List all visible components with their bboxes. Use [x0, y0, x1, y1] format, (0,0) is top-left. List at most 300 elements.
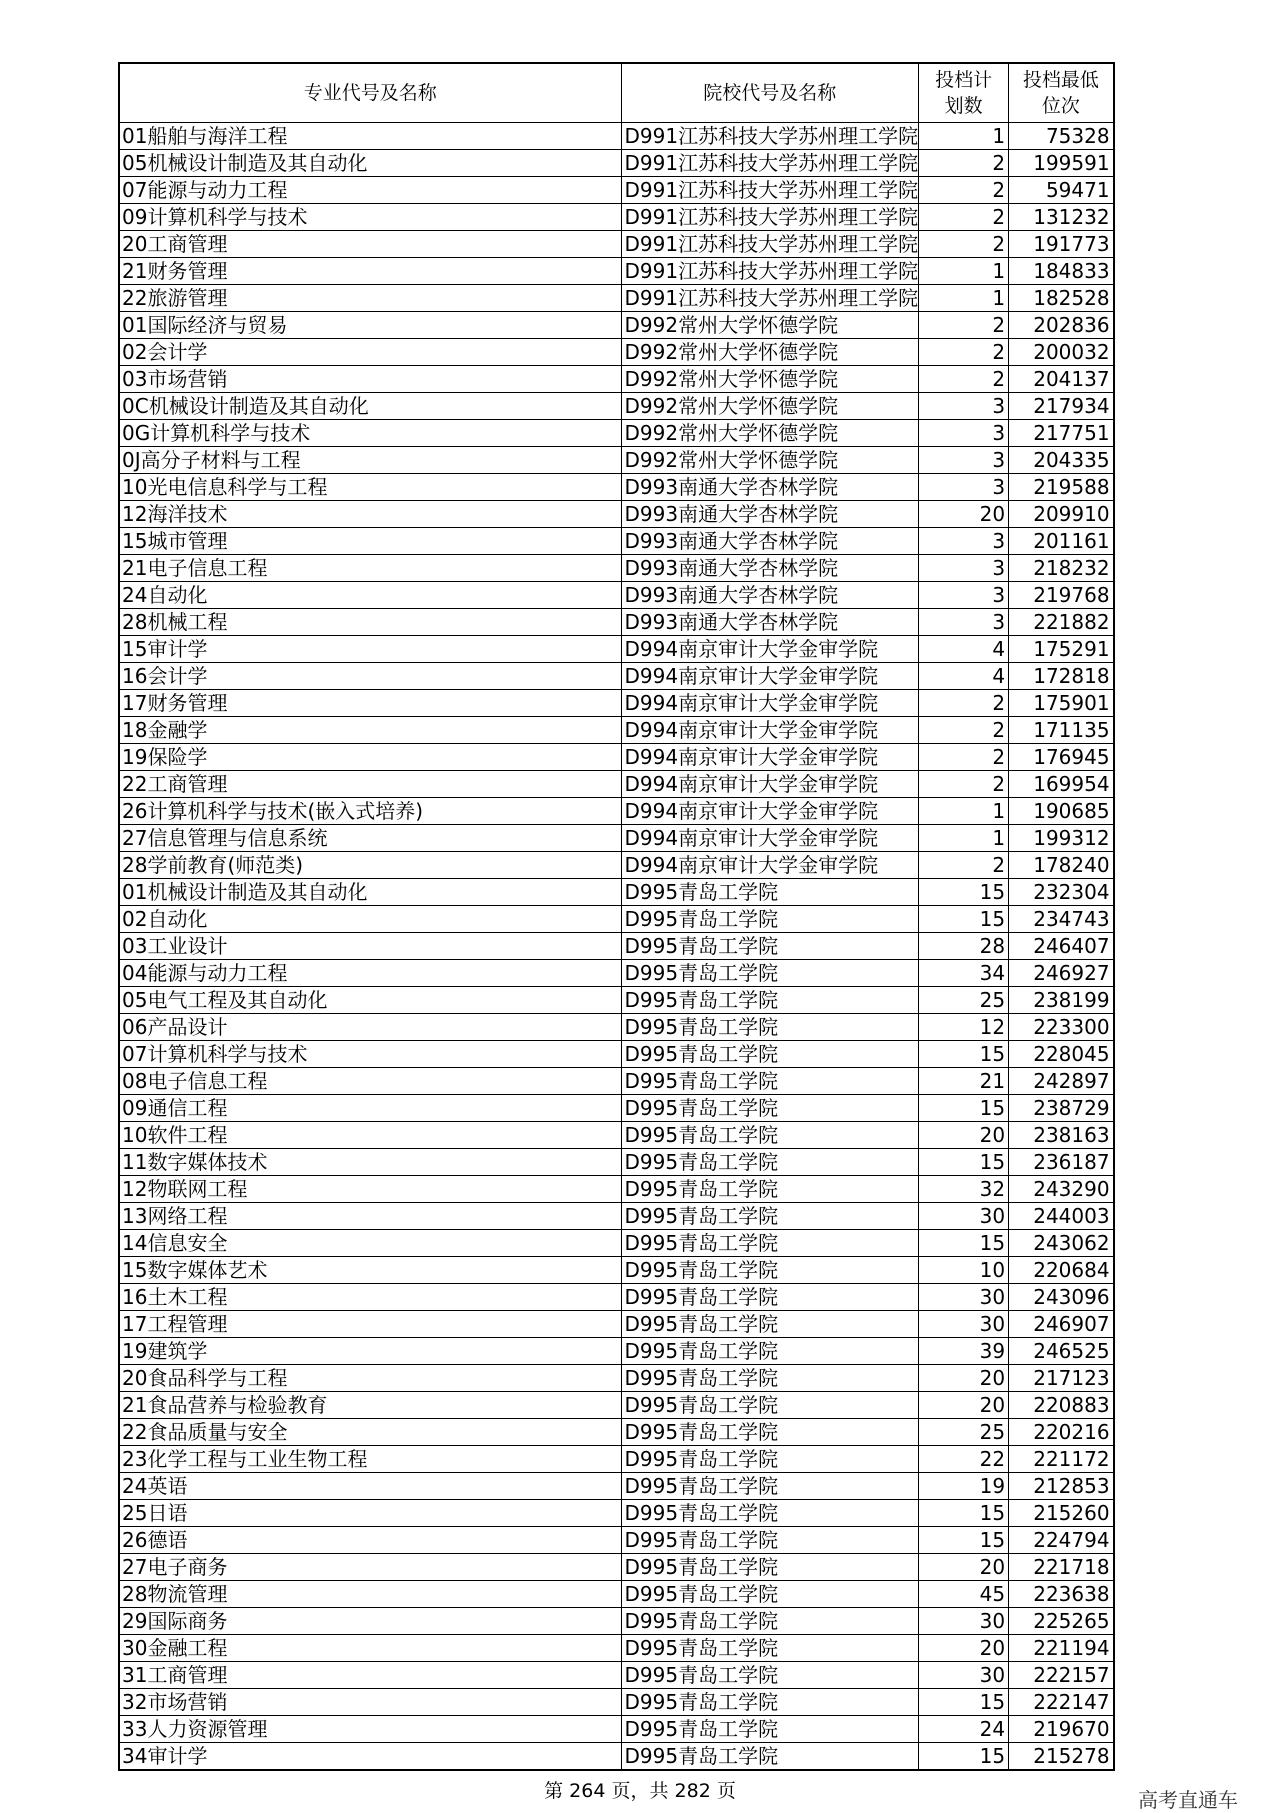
cell-school: D995青岛工学院	[621, 1365, 919, 1392]
cell-major: 18金融学	[119, 717, 621, 744]
cell-major: 05电气工程及其自动化	[119, 987, 621, 1014]
table-row	[119, 1257, 1114, 1284]
cell-school: D995青岛工学院	[621, 1311, 919, 1338]
cell-plan: 3	[919, 528, 1009, 555]
cell-school: D995青岛工学院	[621, 1230, 919, 1257]
cell-plan: 3	[919, 447, 1009, 474]
cell-min-rank: 234743	[1009, 906, 1114, 933]
cell-min-rank: 220883	[1009, 1392, 1114, 1419]
cell-school: D995青岛工学院	[621, 1689, 919, 1716]
cell-school: D995青岛工学院	[621, 1581, 919, 1608]
table-row	[119, 1446, 1114, 1473]
cell-min-rank: 220684	[1009, 1257, 1114, 1284]
cell-school: D991江苏科技大学苏州理工学院	[621, 258, 919, 285]
cell-plan: 24	[919, 1716, 1009, 1743]
cell-plan: 1	[919, 798, 1009, 825]
table-row	[119, 1608, 1114, 1635]
cell-min-rank: 244003	[1009, 1203, 1114, 1230]
cell-major: 22旅游管理	[119, 285, 621, 312]
table-row	[119, 771, 1114, 798]
cell-school: D991江苏科技大学苏州理工学院	[621, 177, 919, 204]
table-row	[119, 1014, 1114, 1041]
table-row	[119, 528, 1114, 555]
cell-major: 10光电信息科学与工程	[119, 474, 621, 501]
cell-min-rank: 242897	[1009, 1068, 1114, 1095]
cell-major: 12海洋技术	[119, 501, 621, 528]
table-row	[119, 366, 1114, 393]
cell-min-rank: 221194	[1009, 1635, 1114, 1662]
cell-plan: 3	[919, 393, 1009, 420]
cell-major: 33人力资源管理	[119, 1716, 621, 1743]
cell-school: D995青岛工学院	[621, 1527, 919, 1554]
cell-school: D995青岛工学院	[621, 1392, 919, 1419]
cell-school: D993南通大学杏林学院	[621, 501, 919, 528]
cell-min-rank: 243096	[1009, 1284, 1114, 1311]
table-row	[119, 852, 1114, 879]
cell-school: D994南京审计大学金审学院	[621, 636, 919, 663]
cell-plan: 39	[919, 1338, 1009, 1365]
table-row	[119, 285, 1114, 312]
cell-school: D992常州大学怀德学院	[621, 339, 919, 366]
admission-table	[118, 62, 1115, 1771]
cell-school: D995青岛工学院	[621, 933, 919, 960]
cell-plan: 2	[919, 717, 1009, 744]
cell-plan: 15	[919, 1149, 1009, 1176]
cell-school: D995青岛工学院	[621, 1608, 919, 1635]
cell-school: D995青岛工学院	[621, 1419, 919, 1446]
cell-min-rank: 225265	[1009, 1608, 1114, 1635]
cell-plan: 2	[919, 231, 1009, 258]
cell-school: D995青岛工学院	[621, 1257, 919, 1284]
table-row	[119, 1122, 1114, 1149]
cell-plan: 15	[919, 1500, 1009, 1527]
cell-major: 20工商管理	[119, 231, 621, 258]
cell-min-rank: 223638	[1009, 1581, 1114, 1608]
cell-plan: 2	[919, 852, 1009, 879]
watermark: 高考直通车	[1138, 1788, 1238, 1812]
cell-plan: 1	[919, 285, 1009, 312]
table-row	[119, 690, 1114, 717]
cell-min-rank: 243290	[1009, 1176, 1114, 1203]
cell-school: D995青岛工学院	[621, 1284, 919, 1311]
cell-min-rank: 222157	[1009, 1662, 1114, 1689]
cell-plan: 20	[919, 1365, 1009, 1392]
table-row	[119, 879, 1114, 906]
cell-plan: 25	[919, 987, 1009, 1014]
cell-plan: 1	[919, 123, 1009, 150]
cell-major: 31工商管理	[119, 1662, 621, 1689]
cell-plan: 15	[919, 906, 1009, 933]
cell-min-rank: 219670	[1009, 1716, 1114, 1743]
cell-major: 05机械设计制造及其自动化	[119, 150, 621, 177]
cell-major: 19保险学	[119, 744, 621, 771]
cell-min-rank: 221718	[1009, 1554, 1114, 1581]
cell-school: D994南京审计大学金审学院	[621, 825, 919, 852]
table-row	[119, 1311, 1114, 1338]
cell-min-rank: 59471	[1009, 177, 1114, 204]
cell-min-rank: 172818	[1009, 663, 1114, 690]
cell-plan: 3	[919, 582, 1009, 609]
cell-plan: 32	[919, 1176, 1009, 1203]
cell-major: 03市场营销	[119, 366, 621, 393]
table-row	[119, 1230, 1114, 1257]
cell-min-rank: 215260	[1009, 1500, 1114, 1527]
table-row	[119, 501, 1114, 528]
cell-plan: 10	[919, 1257, 1009, 1284]
cell-plan: 45	[919, 1581, 1009, 1608]
cell-major: 10软件工程	[119, 1122, 621, 1149]
cell-plan: 2	[919, 366, 1009, 393]
cell-major: 29国际商务	[119, 1608, 621, 1635]
cell-min-rank: 224794	[1009, 1527, 1114, 1554]
cell-min-rank: 176945	[1009, 744, 1114, 771]
cell-school: D991江苏科技大学苏州理工学院	[621, 204, 919, 231]
cell-school: D995青岛工学院	[621, 1446, 919, 1473]
cell-min-rank: 215278	[1009, 1743, 1114, 1771]
cell-major: 22食品质量与安全	[119, 1419, 621, 1446]
cell-min-rank: 184833	[1009, 258, 1114, 285]
cell-major: 16土木工程	[119, 1284, 621, 1311]
cell-plan: 2	[919, 177, 1009, 204]
table-row	[119, 1581, 1114, 1608]
header-min-rank-text: 投档最低位次	[1022, 69, 1099, 117]
cell-min-rank: 219588	[1009, 474, 1114, 501]
cell-plan: 2	[919, 690, 1009, 717]
cell-min-rank: 131232	[1009, 204, 1114, 231]
cell-school: D995青岛工学院	[621, 1176, 919, 1203]
cell-school: D994南京审计大学金审学院	[621, 690, 919, 717]
cell-school: D991江苏科技大学苏州理工学院	[621, 285, 919, 312]
cell-major: 0C机械设计制造及其自动化	[119, 393, 621, 420]
cell-school: D995青岛工学院	[621, 1500, 919, 1527]
cell-min-rank: 204335	[1009, 447, 1114, 474]
cell-major: 27电子商务	[119, 1554, 621, 1581]
cell-plan: 30	[919, 1311, 1009, 1338]
table-row	[119, 1635, 1114, 1662]
cell-school: D991江苏科技大学苏州理工学院	[621, 123, 919, 150]
table-row	[119, 1500, 1114, 1527]
cell-major: 21财务管理	[119, 258, 621, 285]
cell-school: D995青岛工学院	[621, 906, 919, 933]
cell-major: 01船舶与海洋工程	[119, 123, 621, 150]
cell-school: D995青岛工学院	[621, 1338, 919, 1365]
cell-min-rank: 199312	[1009, 825, 1114, 852]
table-row	[119, 204, 1114, 231]
cell-major: 09通信工程	[119, 1095, 621, 1122]
table-row	[119, 609, 1114, 636]
cell-min-rank: 220216	[1009, 1419, 1114, 1446]
table-row	[119, 1743, 1114, 1771]
cell-major: 07能源与动力工程	[119, 177, 621, 204]
cell-min-rank: 246927	[1009, 960, 1114, 987]
cell-major: 0G计算机科学与技术	[119, 420, 621, 447]
table-row	[119, 1554, 1114, 1581]
cell-min-rank: 221882	[1009, 609, 1114, 636]
table-row	[119, 1662, 1114, 1689]
cell-min-rank: 212853	[1009, 1473, 1114, 1500]
cell-major: 12物联网工程	[119, 1176, 621, 1203]
cell-school: D995青岛工学院	[621, 1095, 919, 1122]
table-row	[119, 906, 1114, 933]
table-row	[119, 339, 1114, 366]
cell-min-rank: 175291	[1009, 636, 1114, 663]
table-row	[119, 447, 1114, 474]
cell-major: 08电子信息工程	[119, 1068, 621, 1095]
cell-min-rank: 232304	[1009, 879, 1114, 906]
cell-plan: 15	[919, 1743, 1009, 1771]
cell-major: 27信息管理与信息系统	[119, 825, 621, 852]
cell-plan: 2	[919, 339, 1009, 366]
table-row	[119, 1041, 1114, 1068]
cell-plan: 15	[919, 1689, 1009, 1716]
table-row	[119, 1203, 1114, 1230]
cell-major: 15数字媒体艺术	[119, 1257, 621, 1284]
cell-major: 15城市管理	[119, 528, 621, 555]
table-row	[119, 1419, 1114, 1446]
cell-school: D995青岛工学院	[621, 1473, 919, 1500]
cell-major: 15审计学	[119, 636, 621, 663]
table-row	[119, 1392, 1114, 1419]
cell-min-rank: 199591	[1009, 150, 1114, 177]
cell-major: 13网络工程	[119, 1203, 621, 1230]
cell-major: 20食品科学与工程	[119, 1365, 621, 1392]
cell-school: D995青岛工学院	[621, 1716, 919, 1743]
cell-major: 28物流管理	[119, 1581, 621, 1608]
cell-plan: 3	[919, 609, 1009, 636]
cell-school: D994南京审计大学金审学院	[621, 717, 919, 744]
cell-min-rank: 191773	[1009, 231, 1114, 258]
cell-school: D991江苏科技大学苏州理工学院	[621, 231, 919, 258]
cell-plan: 15	[919, 1230, 1009, 1257]
cell-major: 14信息安全	[119, 1230, 621, 1257]
cell-school: D995青岛工学院	[621, 879, 919, 906]
cell-school: D995青岛工学院	[621, 1554, 919, 1581]
cell-plan: 2	[919, 744, 1009, 771]
cell-school: D994南京审计大学金审学院	[621, 771, 919, 798]
cell-major: 11数字媒体技术	[119, 1149, 621, 1176]
cell-plan: 15	[919, 1041, 1009, 1068]
cell-plan: 1	[919, 825, 1009, 852]
cell-plan: 20	[919, 1122, 1009, 1149]
cell-school: D993南通大学杏林学院	[621, 474, 919, 501]
table-row	[119, 1716, 1114, 1743]
cell-plan: 3	[919, 555, 1009, 582]
cell-min-rank: 221172	[1009, 1446, 1114, 1473]
cell-min-rank: 228045	[1009, 1041, 1114, 1068]
table-row	[119, 1473, 1114, 1500]
cell-plan: 2	[919, 204, 1009, 231]
cell-major: 21电子信息工程	[119, 555, 621, 582]
cell-school: D993南通大学杏林学院	[621, 609, 919, 636]
cell-major: 04能源与动力工程	[119, 960, 621, 987]
cell-min-rank: 209910	[1009, 501, 1114, 528]
table-row	[119, 663, 1114, 690]
cell-plan: 15	[919, 1527, 1009, 1554]
cell-min-rank: 200032	[1009, 339, 1114, 366]
header-plan	[919, 63, 1009, 123]
cell-major: 17工程管理	[119, 1311, 621, 1338]
cell-major: 34审计学	[119, 1743, 621, 1771]
table-row	[119, 582, 1114, 609]
cell-min-rank: 222147	[1009, 1689, 1114, 1716]
cell-plan: 20	[919, 1554, 1009, 1581]
cell-school: D994南京审计大学金审学院	[621, 798, 919, 825]
cell-plan: 30	[919, 1203, 1009, 1230]
cell-major: 16会计学	[119, 663, 621, 690]
cell-min-rank: 223300	[1009, 1014, 1114, 1041]
cell-school: D992常州大学怀德学院	[621, 393, 919, 420]
cell-min-rank: 182528	[1009, 285, 1114, 312]
cell-major: 26德语	[119, 1527, 621, 1554]
cell-min-rank: 218232	[1009, 555, 1114, 582]
cell-plan: 20	[919, 501, 1009, 528]
cell-school: D992常州大学怀德学院	[621, 312, 919, 339]
cell-school: D992常州大学怀德学院	[621, 366, 919, 393]
cell-school: D994南京审计大学金审学院	[621, 744, 919, 771]
cell-plan: 20	[919, 1635, 1009, 1662]
table-row	[119, 1527, 1114, 1554]
cell-major: 17财务管理	[119, 690, 621, 717]
cell-plan: 20	[919, 1392, 1009, 1419]
cell-plan: 4	[919, 663, 1009, 690]
cell-major: 28学前教育(师范类)	[119, 852, 621, 879]
table-row	[119, 393, 1114, 420]
cell-major: 01国际经济与贸易	[119, 312, 621, 339]
cell-plan: 34	[919, 960, 1009, 987]
table-row	[119, 1068, 1114, 1095]
cell-min-rank: 202836	[1009, 312, 1114, 339]
cell-major: 24自动化	[119, 582, 621, 609]
cell-school: D995青岛工学院	[621, 960, 919, 987]
header-row	[119, 63, 1114, 123]
table-row	[119, 744, 1114, 771]
table-row	[119, 987, 1114, 1014]
table-row	[119, 150, 1114, 177]
table-row	[119, 177, 1114, 204]
cell-plan: 28	[919, 933, 1009, 960]
cell-major: 0J高分子材料与工程	[119, 447, 621, 474]
cell-plan: 15	[919, 1095, 1009, 1122]
cell-plan: 21	[919, 1068, 1009, 1095]
cell-plan: 15	[919, 879, 1009, 906]
table-body	[119, 123, 1114, 1771]
cell-school: D995青岛工学院	[621, 1014, 919, 1041]
table-row	[119, 312, 1114, 339]
cell-school: D995青岛工学院	[621, 1203, 919, 1230]
cell-school: D993南通大学杏林学院	[621, 555, 919, 582]
table-row	[119, 1689, 1114, 1716]
cell-plan: 22	[919, 1446, 1009, 1473]
cell-plan: 2	[919, 771, 1009, 798]
cell-school: D995青岛工学院	[621, 1635, 919, 1662]
cell-min-rank: 246525	[1009, 1338, 1114, 1365]
cell-min-rank: 246407	[1009, 933, 1114, 960]
cell-min-rank: 238199	[1009, 987, 1114, 1014]
table-row	[119, 1338, 1114, 1365]
cell-major: 32市场营销	[119, 1689, 621, 1716]
cell-min-rank: 75328	[1009, 123, 1114, 150]
header-plan-text: 投档计划数	[935, 69, 993, 117]
table-row	[119, 1365, 1114, 1392]
cell-school: D995青岛工学院	[621, 987, 919, 1014]
cell-plan: 19	[919, 1473, 1009, 1500]
cell-min-rank: 246907	[1009, 1311, 1114, 1338]
cell-major: 23化学工程与工业生物工程	[119, 1446, 621, 1473]
cell-min-rank: 178240	[1009, 852, 1114, 879]
cell-min-rank: 171135	[1009, 717, 1114, 744]
table-row	[119, 1095, 1114, 1122]
cell-school: D995青岛工学院	[621, 1743, 919, 1771]
cell-min-rank: 204137	[1009, 366, 1114, 393]
cell-major: 02会计学	[119, 339, 621, 366]
cell-min-rank: 201161	[1009, 528, 1114, 555]
cell-major: 19建筑学	[119, 1338, 621, 1365]
cell-school: D995青岛工学院	[621, 1662, 919, 1689]
cell-major: 07计算机科学与技术	[119, 1041, 621, 1068]
cell-school: D995青岛工学院	[621, 1041, 919, 1068]
table-row	[119, 1149, 1114, 1176]
cell-school: D995青岛工学院	[621, 1149, 919, 1176]
table-row	[119, 933, 1114, 960]
cell-min-rank: 217751	[1009, 420, 1114, 447]
header-min-rank	[1009, 63, 1114, 123]
cell-school: D993南通大学杏林学院	[621, 582, 919, 609]
table-row	[119, 717, 1114, 744]
cell-school: D991江苏科技大学苏州理工学院	[621, 150, 919, 177]
cell-plan: 25	[919, 1419, 1009, 1446]
cell-major: 22工商管理	[119, 771, 621, 798]
cell-plan: 2	[919, 312, 1009, 339]
cell-plan: 30	[919, 1662, 1009, 1689]
header-major: 专业代号及名称	[119, 63, 621, 123]
cell-plan: 3	[919, 420, 1009, 447]
table-row	[119, 258, 1114, 285]
table-row	[119, 474, 1114, 501]
cell-major: 02自动化	[119, 906, 621, 933]
cell-major: 24英语	[119, 1473, 621, 1500]
cell-min-rank: 238163	[1009, 1122, 1114, 1149]
cell-plan: 1	[919, 258, 1009, 285]
cell-major: 09计算机科学与技术	[119, 204, 621, 231]
table-row	[119, 420, 1114, 447]
cell-min-rank: 238729	[1009, 1095, 1114, 1122]
cell-school: D992常州大学怀德学院	[621, 420, 919, 447]
cell-min-rank: 175901	[1009, 690, 1114, 717]
cell-major: 06产品设计	[119, 1014, 621, 1041]
cell-school: D995青岛工学院	[621, 1068, 919, 1095]
cell-min-rank: 217123	[1009, 1365, 1114, 1392]
cell-plan: 30	[919, 1608, 1009, 1635]
cell-plan: 2	[919, 150, 1009, 177]
table-row	[119, 555, 1114, 582]
cell-min-rank: 243062	[1009, 1230, 1114, 1257]
table-row	[119, 825, 1114, 852]
cell-school: D995青岛工学院	[621, 1122, 919, 1149]
header-school: 院校代号及名称	[621, 63, 919, 123]
cell-plan: 3	[919, 474, 1009, 501]
table-row	[119, 798, 1114, 825]
cell-plan: 12	[919, 1014, 1009, 1041]
cell-min-rank: 219768	[1009, 582, 1114, 609]
cell-min-rank: 236187	[1009, 1149, 1114, 1176]
cell-plan: 30	[919, 1284, 1009, 1311]
table-row	[119, 1284, 1114, 1311]
cell-plan: 4	[919, 636, 1009, 663]
cell-major: 28机械工程	[119, 609, 621, 636]
cell-school: D992常州大学怀德学院	[621, 447, 919, 474]
cell-min-rank: 217934	[1009, 393, 1114, 420]
table-row	[119, 960, 1114, 987]
